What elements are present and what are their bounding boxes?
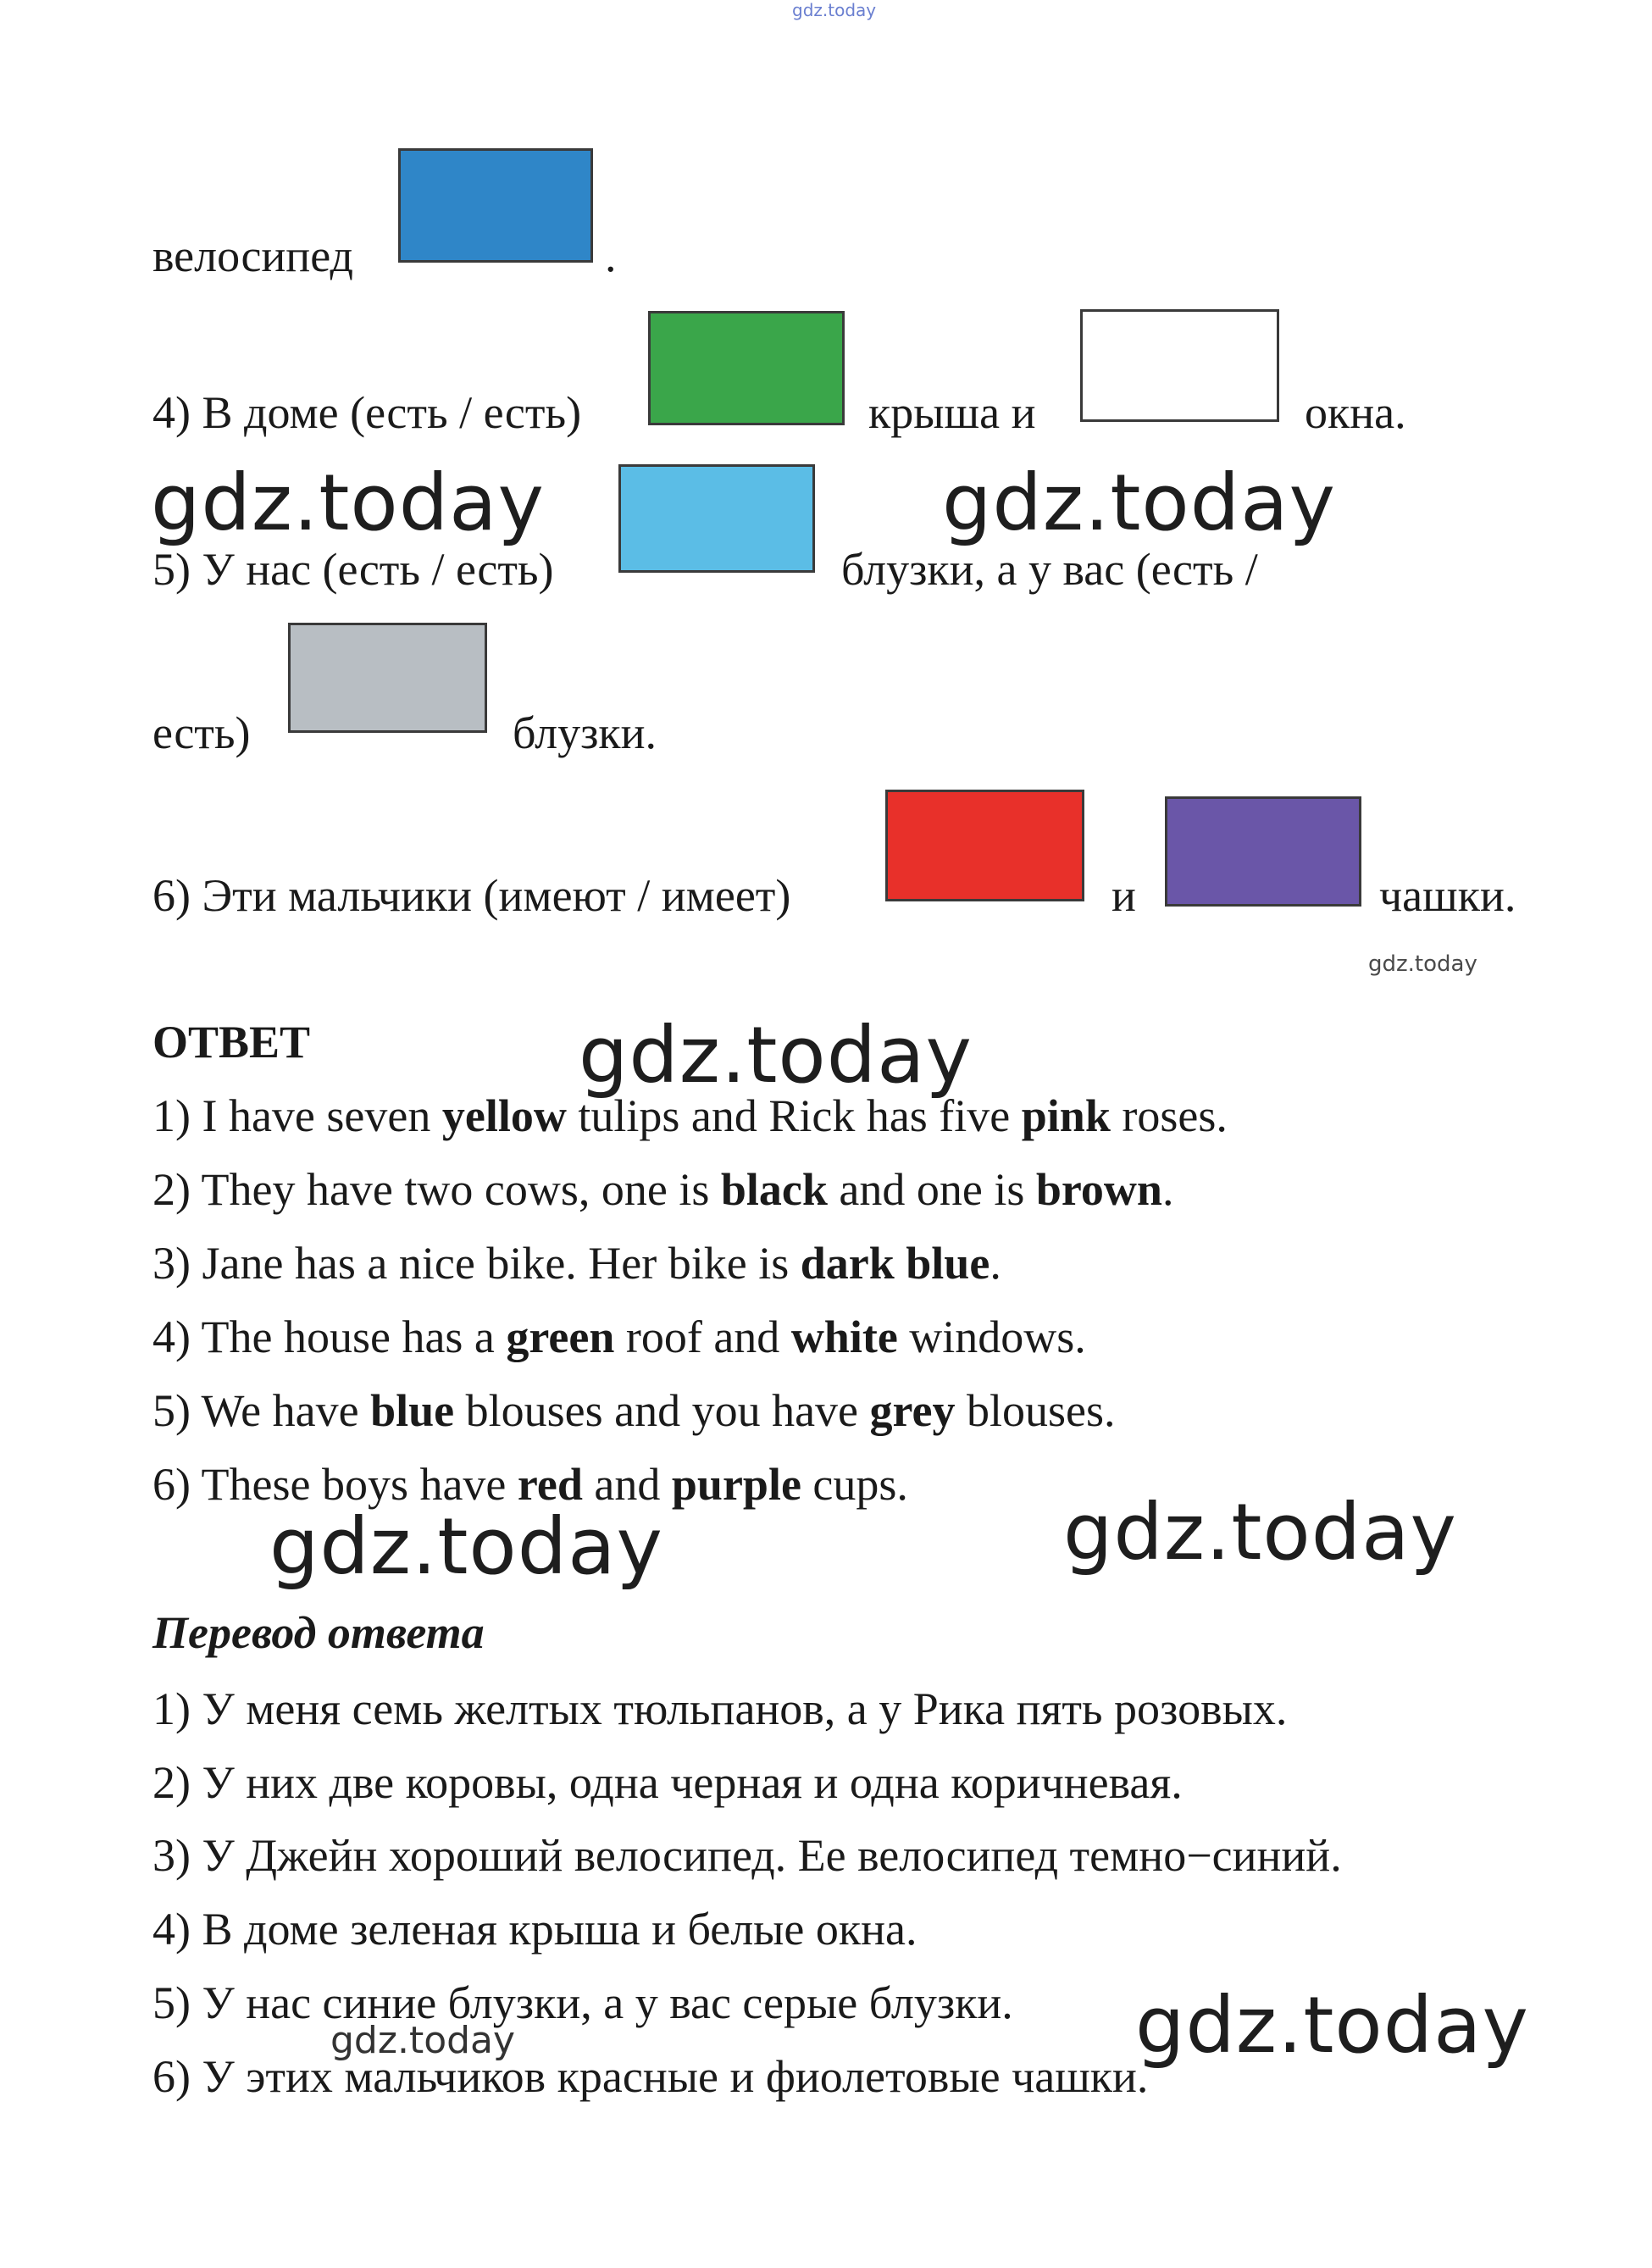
swatch-cup-red — [885, 790, 1084, 901]
swatch-roof — [648, 311, 845, 425]
watermark: gdz.today — [579, 1010, 973, 1101]
translation-heading: Перевод ответа — [152, 1607, 485, 1658]
watermark: gdz.today — [330, 2019, 516, 2062]
answer-line-6: 6) These boys have red and purple cups. — [152, 1459, 908, 1510]
exercise-line-6-end: чашки. — [1379, 870, 1516, 921]
exercise-line-4-start: 4) В доме (есть / есть) — [152, 387, 582, 438]
answer-line-3: 3) Jane has a nice bike. Her bike is dark blue. — [152, 1238, 1001, 1289]
answer-line-1: 1) I have seven yellow tulips and Rick has five pink roses. — [152, 1090, 1228, 1141]
answer-line-4: 4) The house has a green roof and white windows. — [152, 1311, 1086, 1362]
exercise-line-4-end: окна. — [1305, 387, 1406, 438]
translation-line-6: 6) У этих мальчиков красные и фиолетовые чашки. — [152, 2051, 1149, 2102]
swatch-bike — [398, 148, 593, 263]
swatch-blouse-1 — [618, 464, 815, 573]
translation-line-5: 5) У нас синие блузки, а у вас серые блузки. — [152, 1977, 1013, 2028]
translation-line-3: 3) У Джейн хороший велосипед. Ее велосипед темно−синий. — [152, 1830, 1342, 1881]
watermark: gdz.today — [151, 457, 545, 548]
watermark: gdz.today — [942, 457, 1336, 548]
watermark: gdz.today — [1368, 951, 1477, 977]
swatch-blouse-2 — [288, 623, 487, 733]
exercise-line-1-end: . — [605, 230, 617, 281]
exercise-line-5-end: блузки, а у вас (есть / — [841, 544, 1258, 595]
watermark-top: gdz.today — [792, 0, 877, 20]
answer-heading: ОТВЕТ — [152, 1017, 311, 1067]
translation-line-1: 1) У меня семь желтых тюльпанов, а у Рика пять розовых. — [152, 1683, 1288, 1734]
watermark: gdz.today — [269, 1501, 663, 1592]
translation-line-2: 2) У них две коровы, одна черная и одна коричневая. — [152, 1757, 1183, 1808]
exercise-line-6-start: 6) Эти мальчики (имеют / имеет) — [152, 870, 791, 921]
swatch-windows — [1080, 309, 1279, 422]
exercise-line-4-mid: крыша и — [868, 387, 1036, 438]
answer-line-5: 5) We have blue blouses and you have grey blouses. — [152, 1385, 1116, 1436]
translation-line-4: 4) В доме зеленая крыша и белые окна. — [152, 1904, 917, 1955]
swatch-cup-purple — [1165, 796, 1361, 907]
watermark: gdz.today — [1063, 1487, 1457, 1578]
watermark: gdz.today — [1135, 1980, 1529, 2071]
exercise-line-5-start: 5) У нас (есть / есть) — [152, 544, 554, 595]
exercise-line-5b-end: блузки. — [513, 707, 657, 758]
exercise-line-6-mid: и — [1111, 870, 1136, 921]
exercise-line-5b-start: есть) — [152, 707, 251, 758]
answer-line-2: 2) They have two cows, one is black and one is brown. — [152, 1164, 1174, 1215]
exercise-line-1-text: велосипед — [152, 230, 353, 281]
